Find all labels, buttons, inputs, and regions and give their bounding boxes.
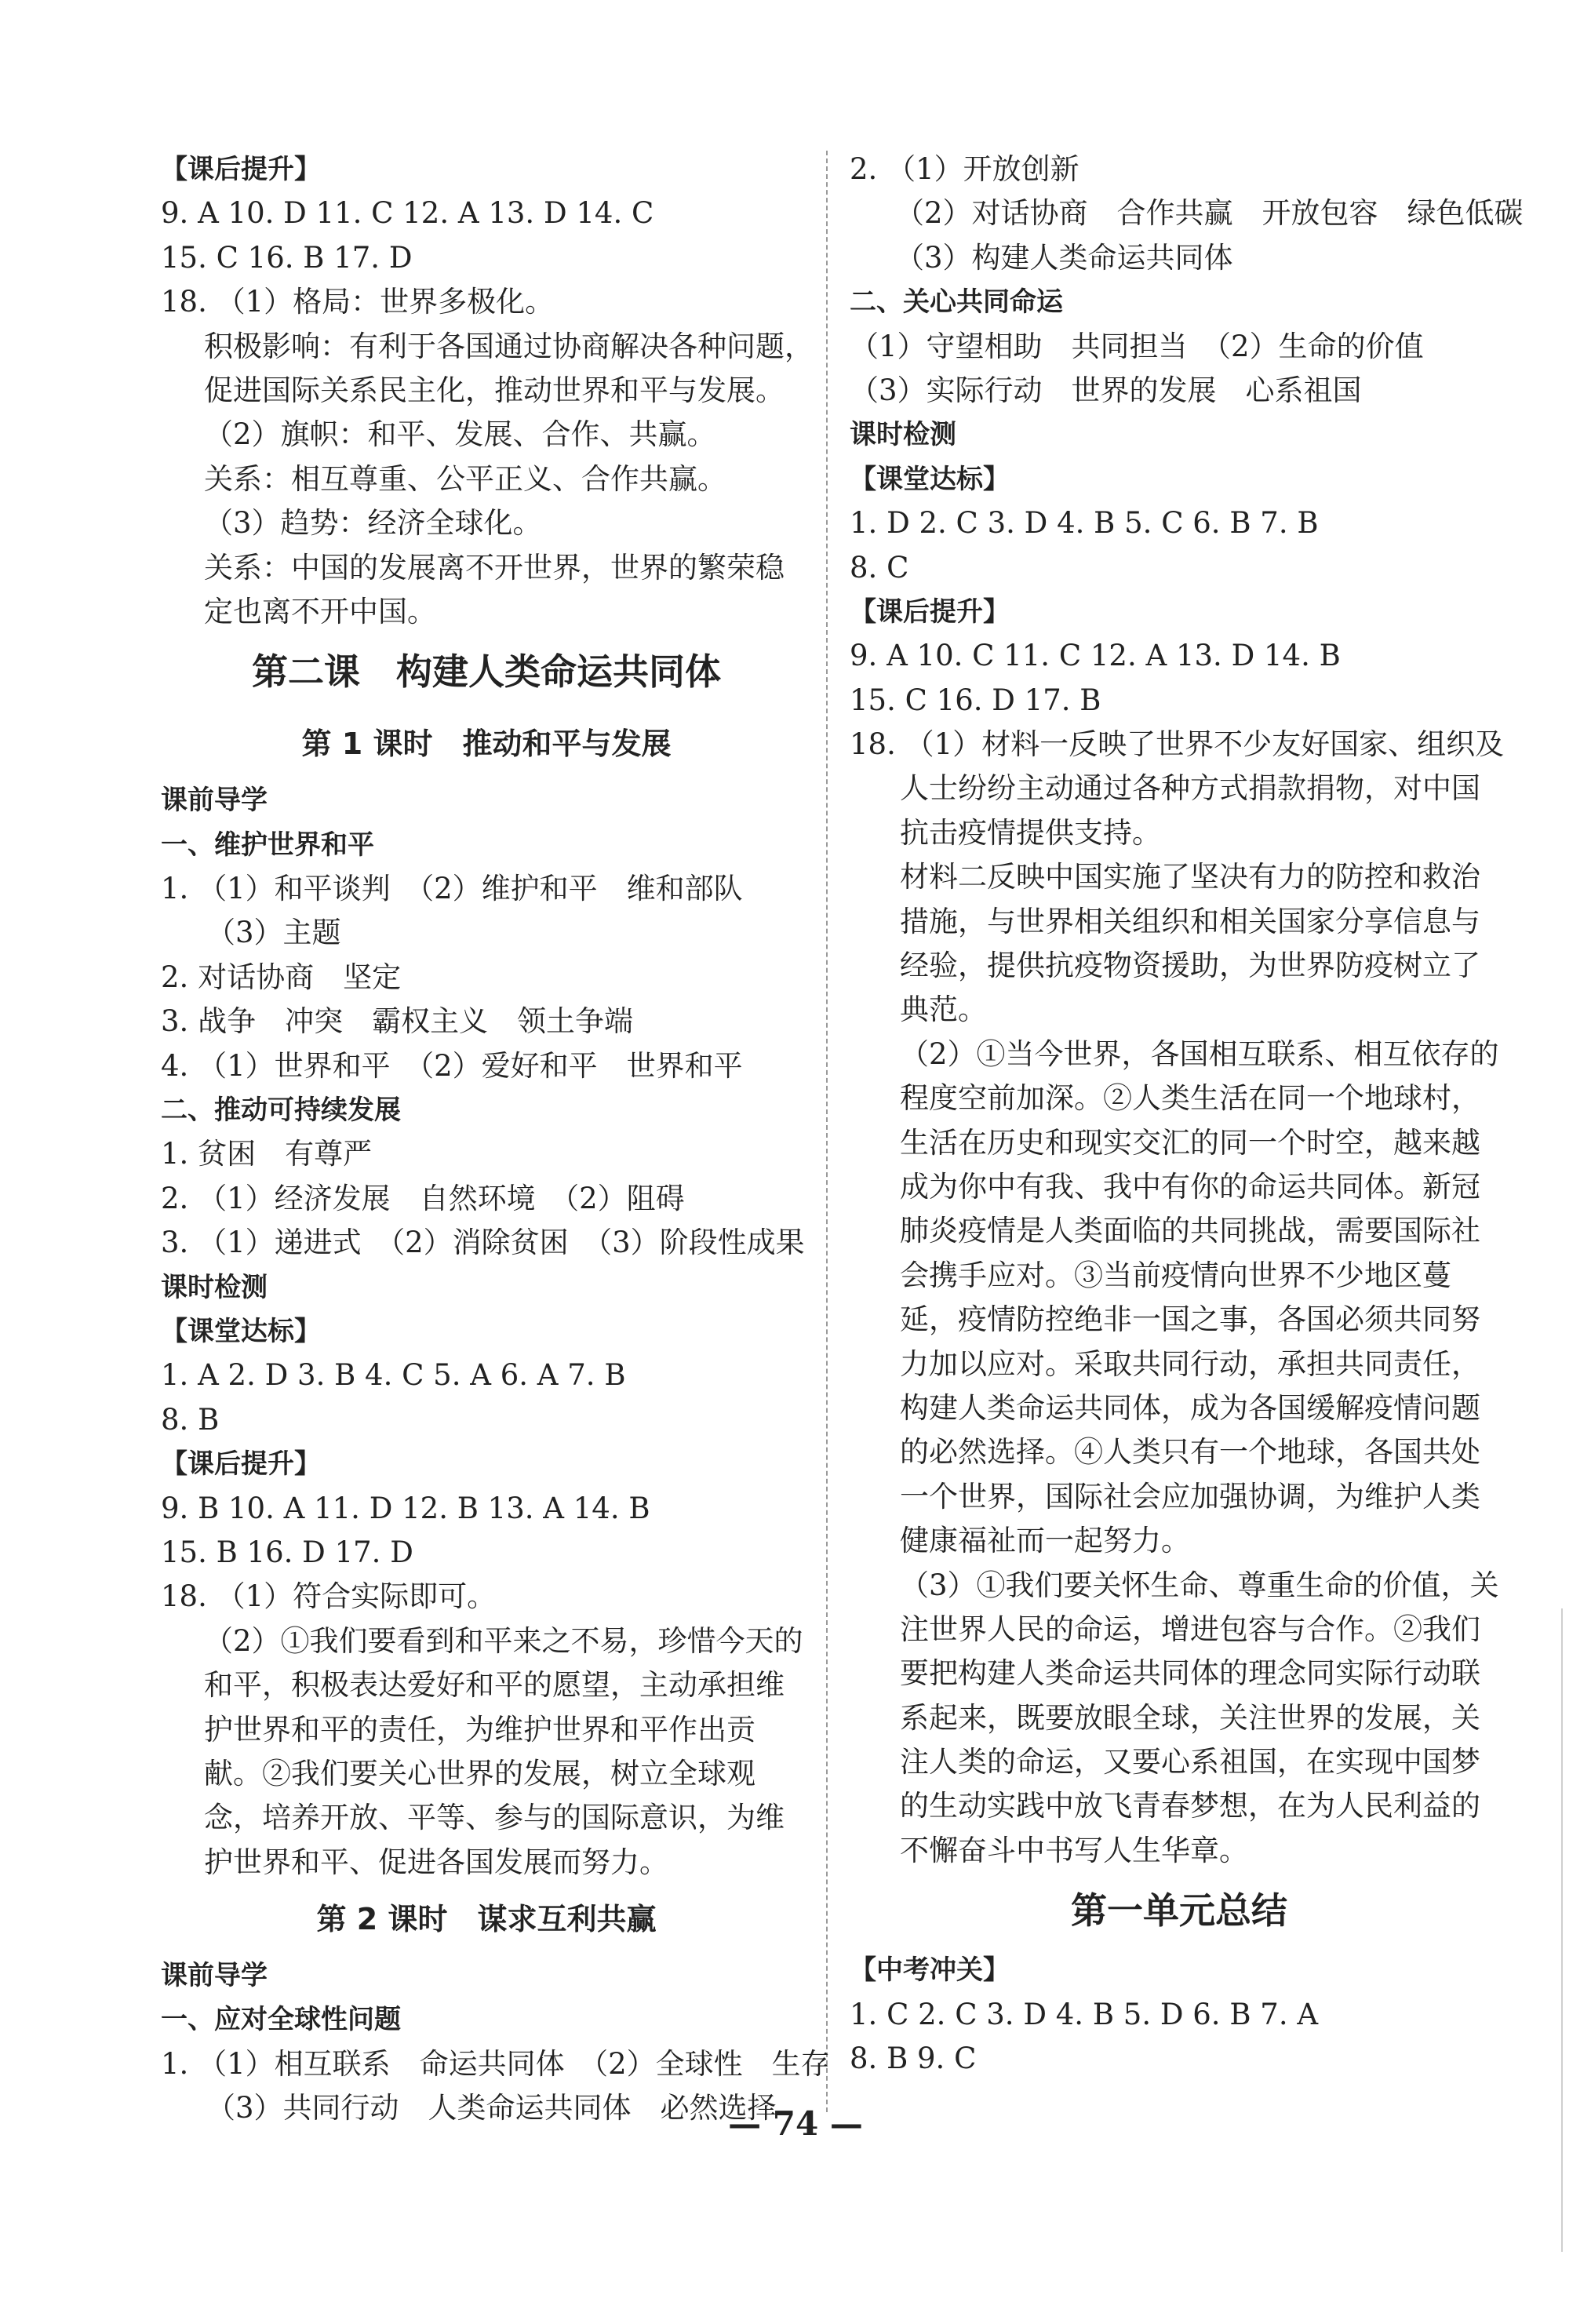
answer-line: 9. A 10. C 11. C 12. A 13. D 14. B	[850, 639, 1341, 673]
answer-line: （2）对话协商 合作共赢 开放包容 绿色低碳	[895, 196, 1524, 231]
answer-line: 18. （1）符合实际即可。	[161, 1579, 497, 1614]
answer-line: 3. （1）递进式 （2）消除贫困 （3）阶段性成果	[161, 1226, 805, 1260]
answer-line: 系起来，既要放眼全球，关注世界的发展，关	[900, 1700, 1480, 1735]
answer-line: （2）①我们要看到和平来之不易，珍惜今天的	[204, 1623, 803, 1658]
answer-line: （3）主题	[206, 916, 341, 950]
section-heading: 课前导学	[161, 785, 268, 817]
answer-line: 1. D 2. C 3. D 4. B 5. C 6. B 7. B	[850, 506, 1319, 541]
section-label: 【课后提升】	[161, 154, 321, 185]
answer-line: 2. （1）开放创新	[850, 152, 1079, 186]
section-label: 【课后提升】	[850, 596, 1010, 628]
right-column	[850, 148, 1524, 2081]
answer-line: 会携手应对。③当前疫情向世界不少地区蔓	[900, 1258, 1451, 1292]
answer-line: （3）实际行动 世界的发展 心系祖国	[850, 373, 1362, 407]
answer-line: （2）旗帜：和平、发展、合作、共赢。	[204, 417, 716, 452]
answer-line: 注世界人民的命运，增进包容与合作。②我们	[900, 1612, 1480, 1646]
answer-line: 肺炎疫情是人类面临的共同挑战，需要国际社	[900, 1214, 1480, 1248]
page-number: — 74 —	[728, 2104, 863, 2143]
unit-summary-title: 第一单元总结	[1071, 1889, 1287, 1932]
answer-line: 8. C	[850, 550, 909, 585]
section-heading: 一、应对全球性问题	[161, 2004, 401, 2036]
answer-line: 15. C 16. D 17. B	[850, 683, 1101, 717]
answer-line: （3）①我们要关怀生命、尊重生命的价值，关	[900, 1568, 1499, 1602]
period-title: 第 1 课时 推动和平与发展	[301, 727, 672, 762]
answer-line: 护世界和平的责任，为维护世界和平作出贡	[204, 1712, 755, 1747]
answer-line: （2）①当今世界，各国相互联系、相互依存的	[900, 1036, 1499, 1071]
answer-line: 延，疫情防控绝非一国之事，各国必须共同努	[900, 1302, 1480, 1337]
answer-line: 生活在历史和现实交汇的同一个时空，越来越	[900, 1125, 1480, 1160]
answer-line: 定也离不开中国。	[204, 594, 436, 628]
section-label: 【课堂达标】	[161, 1315, 321, 1347]
period-title: 第 2 课时 谋求互利共赢	[316, 1902, 657, 1937]
answer-line: 1. 贫困 有尊严	[161, 1137, 373, 1171]
answer-line: （3）构建人类命运共同体	[895, 240, 1233, 275]
answer-line: 8. B	[161, 1402, 220, 1437]
section-heading: 二、关心共同命运	[850, 286, 1063, 319]
column-divider	[826, 151, 828, 2112]
answer-line: 构建人类命运共同体，成为各国缓解疫情问题	[900, 1390, 1480, 1425]
answer-line: 关系：相互尊重、公平正义、合作共赢。	[204, 461, 726, 496]
answer-line: 和平，积极表达爱好和平的愿望，主动承担维	[204, 1668, 785, 1703]
answer-line: 抗击疫情提供支持。	[900, 815, 1161, 850]
answer-line: 人士纷纷主动通过各种方式捐款捐物，对中国	[900, 771, 1480, 806]
answer-line: 15. C 16. B 17. D	[161, 240, 413, 275]
lesson-title: 第二课 构建人类命运共同体	[252, 650, 721, 694]
answer-line: 健康福祉而一起努力。	[900, 1524, 1190, 1558]
answer-line: 1. （1）和平谈判 （2）维护和平 维和部队	[161, 872, 743, 906]
answer-line: 1. （1）相互联系 命运共同体 （2）全球性 生存	[161, 2046, 830, 2081]
answer-line: 3. 战争 冲突 霸权主义 领土争端	[161, 1004, 634, 1039]
answer-line: 注人类的命运，又要心系祖国，在实现中国梦	[900, 1745, 1480, 1779]
section-label: 【课堂达标】	[850, 463, 1010, 495]
answer-line: 材料二反映中国实施了坚决有力的防控和救治	[900, 860, 1480, 894]
answer-line: 措施，与世界相关组织和相关国家分享信息与	[900, 904, 1480, 938]
answer-line: 18. （1）材料一反映了世界不少友好国家、组织及	[850, 727, 1505, 762]
answer-line: 经验，提供抗疫物资援助，为世界防疫树立了	[900, 949, 1480, 983]
answer-line: 的生动实践中放飞青春梦想，在为人民利益的	[900, 1789, 1480, 1823]
answer-line: 促进国际关系民主化，推动世界和平与发展。	[204, 373, 785, 407]
section-heading: 课前导学	[161, 1960, 268, 1992]
answer-line: 程度空前加深。②人类生活在同一个地球村，	[900, 1081, 1480, 1116]
answer-line: 成为你中有我、我中有你的命运共同体。新冠	[900, 1169, 1480, 1204]
answer-line: 护世界和平、促进各国发展而努力。	[204, 1845, 668, 1879]
answer-line: 9. A 10. D 11. C 12. A 13. D 14. C	[161, 196, 654, 231]
answer-line: 8. B 9. C	[850, 2042, 977, 2076]
answer-line: 一个世界，国际社会应加强协调，为维护人类	[900, 1479, 1480, 1514]
section-label: 【课后提升】	[161, 1448, 321, 1481]
answer-line: （3）共同行动 人类命运共同体 必然选择	[206, 2091, 777, 2125]
section-label: 【中考冲关】	[850, 1954, 1010, 1987]
answer-line: （1）守望相助 共同担当 （2）生命的价值	[850, 329, 1424, 363]
answer-line: 要把构建人类命运共同体的理念同实际行动联	[900, 1656, 1480, 1691]
answer-line: 2. 对话协商 坚定	[161, 960, 402, 994]
answer-line: 18. （1）格局：世界多极化。	[161, 285, 555, 319]
answer-line: （3）趋势：经济全球化。	[204, 506, 542, 541]
margin-line	[1561, 1608, 1563, 2252]
answer-line: 的必然选择。④人类只有一个地球，各国共处	[900, 1435, 1480, 1470]
answer-line: 2. （1）经济发展 自然环境 （2）阻碍	[161, 1181, 685, 1215]
answer-line: 4. （1）世界和平 （2）爱好和平 世界和平	[161, 1048, 743, 1083]
section-heading: 课时检测	[850, 419, 956, 451]
section-heading: 课时检测	[161, 1271, 268, 1303]
answer-line: 献。②我们要关心世界的发展，树立全球观	[204, 1756, 755, 1790]
answer-line: 9. B 10. A 11. D 12. B 13. A 14. B	[161, 1491, 650, 1525]
section-heading: 二、推动可持续发展	[161, 1095, 401, 1127]
section-heading: 一、维护世界和平	[161, 829, 374, 861]
answer-line: 力加以应对。采取共同行动，承担共同责任，	[900, 1346, 1480, 1381]
answer-line: 15. B 16. D 17. D	[161, 1535, 413, 1569]
answer-line: 念，培养开放、平等、参与的国际意识，为维	[204, 1801, 785, 1835]
answer-line: 典范。	[900, 993, 987, 1027]
answer-line: 1. A 2. D 3. B 4. C 5. A 6. A 7. B	[161, 1358, 626, 1393]
answer-line: 不懈奋斗中书写人生华章。	[900, 1833, 1248, 1867]
answer-line: 1. C 2. C 3. D 4. B 5. D 6. B 7. A	[850, 1997, 1319, 2031]
answer-line: 积极影响：有利于各国通过协商解决各种问题，	[204, 329, 814, 363]
answer-line: 关系：中国的发展离不开世界，世界的繁荣稳	[204, 550, 785, 585]
